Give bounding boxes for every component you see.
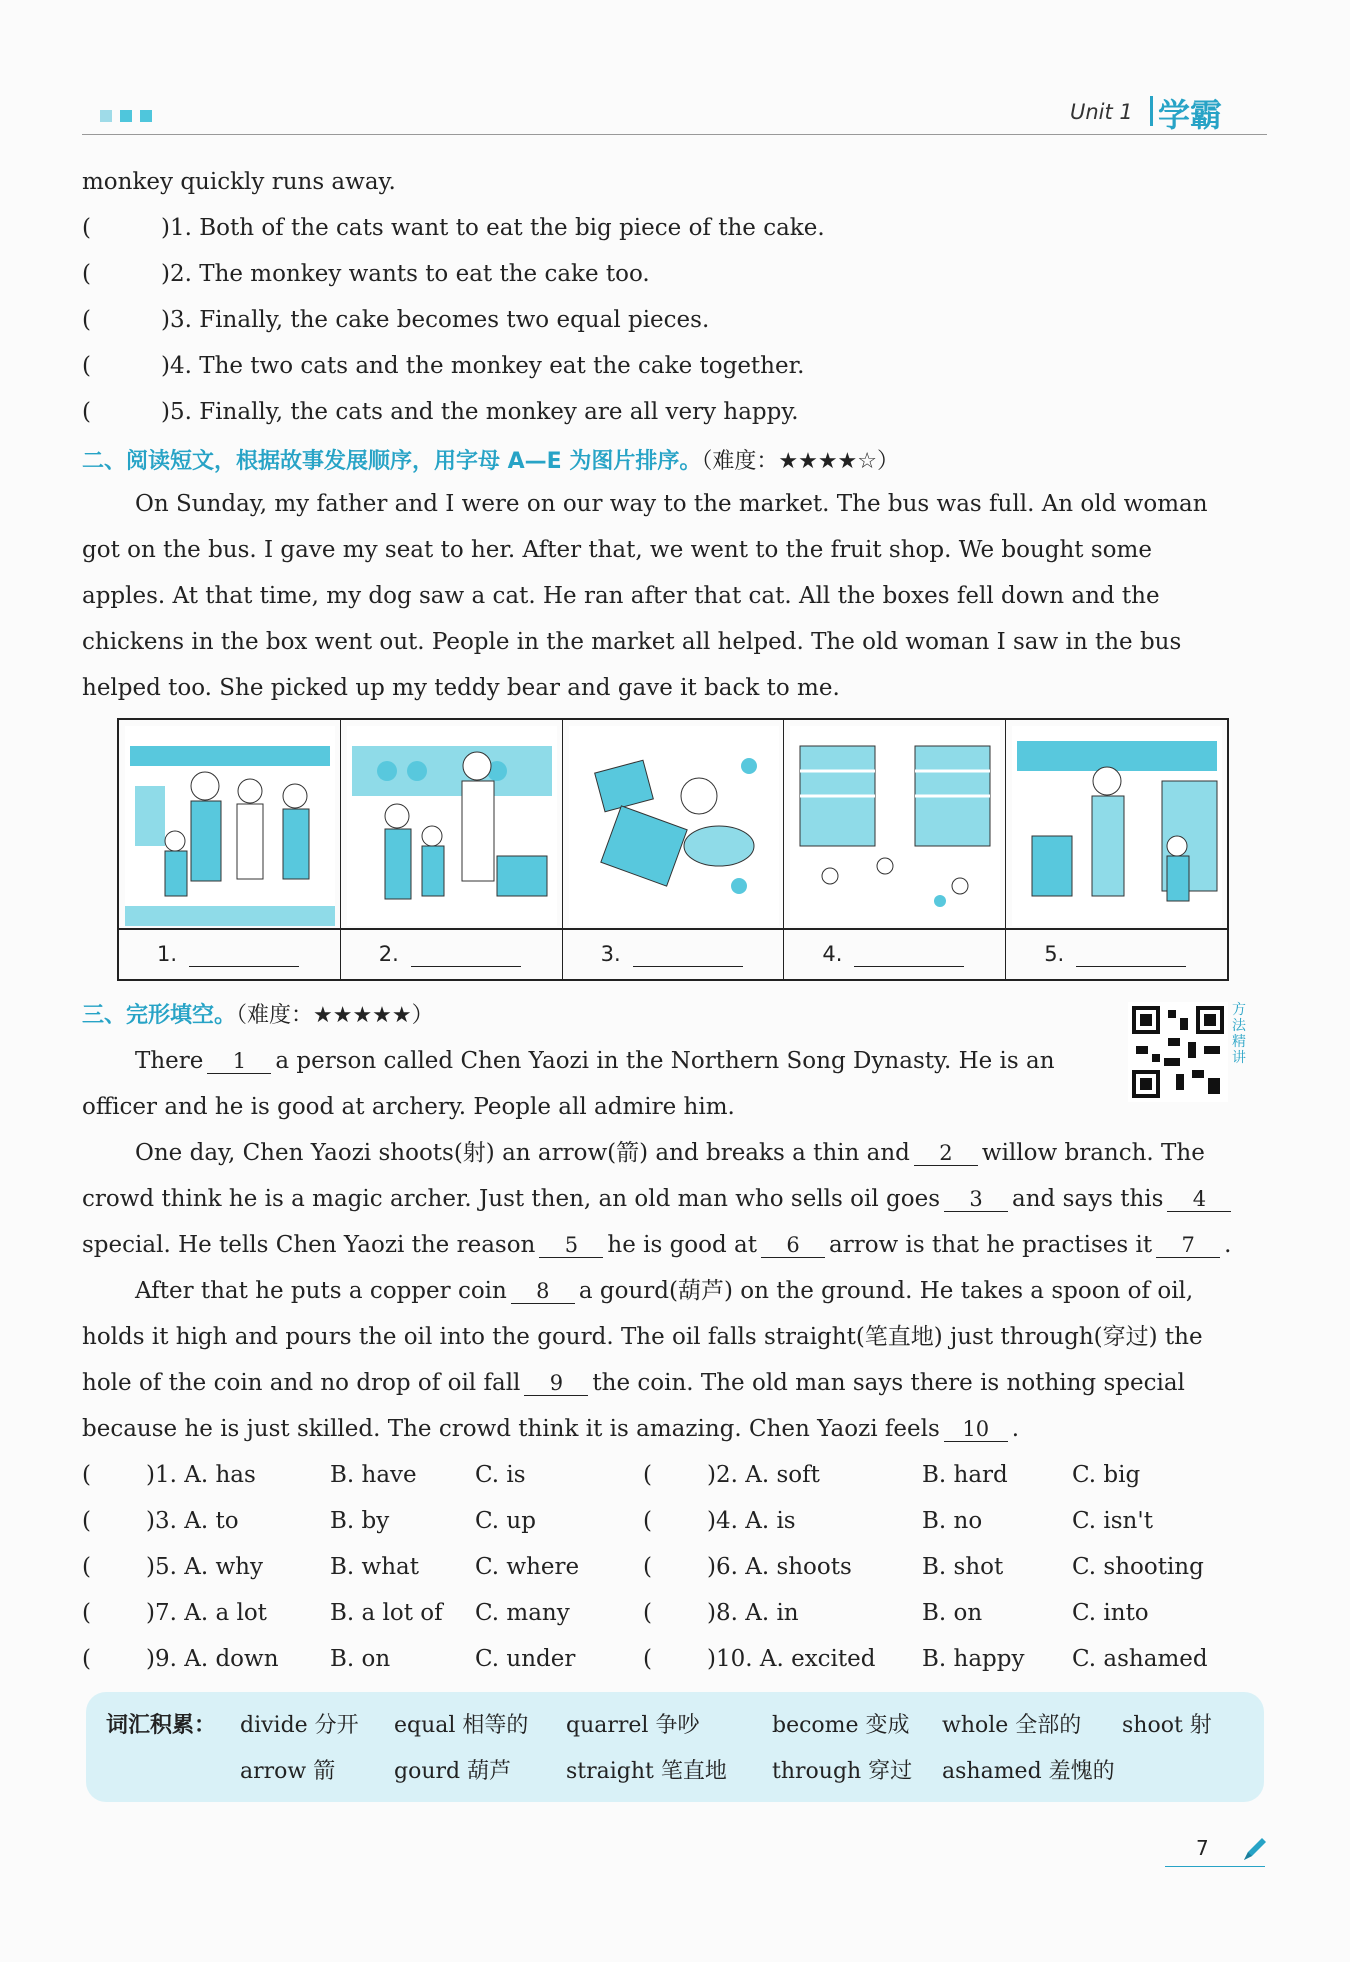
option-row: ( )8. A. in xyxy=(643,1600,799,1626)
unit-label: Unit 1 xyxy=(1070,100,1133,124)
picture-label: 2. xyxy=(378,942,399,966)
option-b: B. no xyxy=(922,1508,983,1534)
passage-line: got on the bus. I gave my seat to her. After that, we went to the fruit shop. We bought some xyxy=(82,537,1152,563)
vocab-word: become 变成 xyxy=(772,1713,910,1738)
option-b: B. a lot of xyxy=(330,1600,443,1626)
cloze-blank[interactable]: 1 xyxy=(207,1049,271,1074)
cloze-blank[interactable]: 5 xyxy=(539,1233,603,1258)
picture-label: 5. xyxy=(1044,942,1065,966)
tf-question: ( )4. The two cats and the monkey eat the cake together. xyxy=(82,353,805,379)
qr-caption: 方法精讲 xyxy=(1232,1002,1246,1066)
option-b: B. shot xyxy=(922,1554,1004,1580)
picture-ordering-table xyxy=(117,718,1229,981)
cloze-blank[interactable]: 3 xyxy=(944,1187,1008,1212)
picture-cell xyxy=(341,720,563,979)
option-b: B. hard xyxy=(922,1462,1008,1488)
picture-cell xyxy=(563,720,785,979)
cloze-line: special. He tells Chen Yaozi the reason 5 he is good at 6 arrow is that he practises it 7 . xyxy=(82,1232,1232,1258)
option-b: B. what xyxy=(330,1554,419,1580)
cloze-line: officer and he is good at archery. People all admire him. xyxy=(82,1094,735,1120)
vocab-word: shoot 射 xyxy=(1122,1713,1212,1738)
passage-line: helped too. She picked up my teddy bear and gave it back to me. xyxy=(82,675,840,701)
option-row: ( )9. A. down xyxy=(82,1646,279,1672)
answer-blank[interactable] xyxy=(1076,966,1186,967)
vocab-word: through 穿过 xyxy=(772,1759,913,1784)
option-row: ( )6. A. shoots xyxy=(643,1554,852,1580)
cloze-blank[interactable]: 8 xyxy=(511,1279,575,1304)
option-c: C. isn't xyxy=(1072,1508,1153,1534)
teddy-bear-illustration xyxy=(1012,726,1222,926)
vocab-word: gourd 葫芦 xyxy=(394,1759,512,1784)
cloze-line: One day, Chen Yaozi shoots(射) an arrow(箭) and breaks a thin and 2 willow branch. The xyxy=(135,1140,1205,1166)
footer-rule xyxy=(1165,1866,1265,1867)
option-b: B. by xyxy=(330,1508,390,1534)
vocabulary-box xyxy=(86,1692,1264,1802)
cloze-line: There 1 a person called Chen Yaozi in the Northern Song Dynasty. He is an xyxy=(135,1048,1055,1074)
vocab-word: divide 分开 xyxy=(240,1713,359,1738)
tf-question: ( )5. Finally, the cats and the monkey are all very happy. xyxy=(82,399,799,425)
option-c: C. is xyxy=(475,1462,526,1488)
cloze-line: hole of the coin and no drop of oil fall 9 the coin. The old man says there is nothing special xyxy=(82,1370,1185,1396)
cloze-blank[interactable]: 2 xyxy=(914,1141,978,1166)
option-row: ( )10. A. excited xyxy=(643,1646,876,1672)
header-decoration xyxy=(100,110,152,122)
section-2-passage: On Sunday, my father and I were on our way to the market. The bus was full. An old woman xyxy=(135,491,1208,517)
passage-line: chickens in the box went out. People in the market all helped. The old woman I saw in the bus xyxy=(82,629,1182,655)
option-row: ( )5. A. why xyxy=(82,1554,263,1580)
tf-question: ( )3. Finally, the cake becomes two equal pieces. xyxy=(82,307,710,333)
answer-blank[interactable] xyxy=(189,966,299,967)
brand-logo: 学霸 xyxy=(1158,96,1223,134)
option-c: C. shooting xyxy=(1072,1554,1204,1580)
option-b: B. on xyxy=(922,1600,983,1626)
option-b: B. have xyxy=(330,1462,417,1488)
vocab-word: ashamed 羞愧的 xyxy=(942,1759,1115,1784)
passage-tail: monkey quickly runs away. xyxy=(82,169,396,195)
fruit-shop-illustration xyxy=(347,726,557,926)
passage-line: apples. At that time, my dog saw a cat. He ran after that cat. All the boxes fell down and the xyxy=(82,583,1160,609)
picture-label: 1. xyxy=(157,942,178,966)
cloze-blank[interactable]: 10 xyxy=(944,1417,1008,1442)
cloze-line: holds it high and pours the oil into the gourd. The oil falls straight(笔直地) just through(穿过) the xyxy=(82,1324,1203,1350)
section-2-title: 二、阅读短文，根据故事发展顺序，用字母 A—E 为图片排序。（难度：★★★★☆） xyxy=(82,449,899,474)
picture-cell xyxy=(1006,720,1227,979)
picture-cell xyxy=(119,720,341,979)
market-street-illustration xyxy=(790,726,1000,926)
option-row: ( )3. A. to xyxy=(82,1508,239,1534)
header-rule xyxy=(82,134,1267,135)
vocab-word: straight 笔直地 xyxy=(566,1759,727,1784)
picture-label: 3. xyxy=(600,942,621,966)
option-c: C. ashamed xyxy=(1072,1646,1208,1672)
cloze-blank[interactable]: 9 xyxy=(524,1371,588,1396)
option-c: C. big xyxy=(1072,1462,1141,1488)
qr-code[interactable] xyxy=(1128,1002,1228,1102)
option-c: C. where xyxy=(475,1554,580,1580)
cloze-blank[interactable]: 6 xyxy=(761,1233,825,1258)
option-row: ( )1. A. has xyxy=(82,1462,256,1488)
option-row: ( )2. A. soft xyxy=(643,1462,820,1488)
vocab-word: equal 相等的 xyxy=(394,1713,529,1738)
pencil-icon xyxy=(1240,1834,1270,1864)
answer-blank[interactable] xyxy=(854,966,964,967)
answer-blank[interactable] xyxy=(633,966,743,967)
page-number: 7 xyxy=(1196,1836,1209,1860)
cloze-line: crowd think he is a magic archer. Just then, an old man who sells oil goes 3 and says this 4 xyxy=(82,1184,1235,1214)
section-3-title: 三、完形填空。（难度：★★★★★） xyxy=(82,1003,434,1028)
option-row: ( )4. A. is xyxy=(643,1508,796,1534)
bus-scene-illustration xyxy=(125,726,335,926)
option-c: C. up xyxy=(475,1508,536,1534)
vocab-word: arrow 箭 xyxy=(240,1759,336,1784)
vocab-heading: 词汇积累： xyxy=(106,1713,217,1738)
dog-chase-illustration xyxy=(569,726,779,926)
cloze-blank[interactable]: 4 xyxy=(1167,1187,1231,1212)
cloze-blank[interactable]: 7 xyxy=(1156,1233,1220,1258)
picture-cell xyxy=(784,720,1006,979)
brand-divider xyxy=(1150,96,1153,126)
option-b: B. on xyxy=(330,1646,391,1672)
vocab-word: whole 全部的 xyxy=(942,1713,1082,1738)
option-row: ( )7. A. a lot xyxy=(82,1600,267,1626)
tf-question: ( )1. Both of the cats want to eat the big piece of the cake. xyxy=(82,215,825,241)
answer-blank[interactable] xyxy=(411,966,521,967)
tf-question: ( )2. The monkey wants to eat the cake too. xyxy=(82,261,650,287)
cloze-line: because he is just skilled. The crowd think it is amazing. Chen Yaozi feels 10 . xyxy=(82,1416,1020,1442)
cloze-line: After that he puts a copper coin 8 a gourd(葫芦) on the ground. He takes a spoon of oil, xyxy=(135,1278,1194,1304)
option-c: C. into xyxy=(1072,1600,1149,1626)
option-c: C. under xyxy=(475,1646,576,1672)
option-c: C. many xyxy=(475,1600,570,1626)
option-b: B. happy xyxy=(922,1646,1025,1672)
vocab-word: quarrel 争吵 xyxy=(566,1713,700,1738)
picture-label: 4. xyxy=(822,942,843,966)
